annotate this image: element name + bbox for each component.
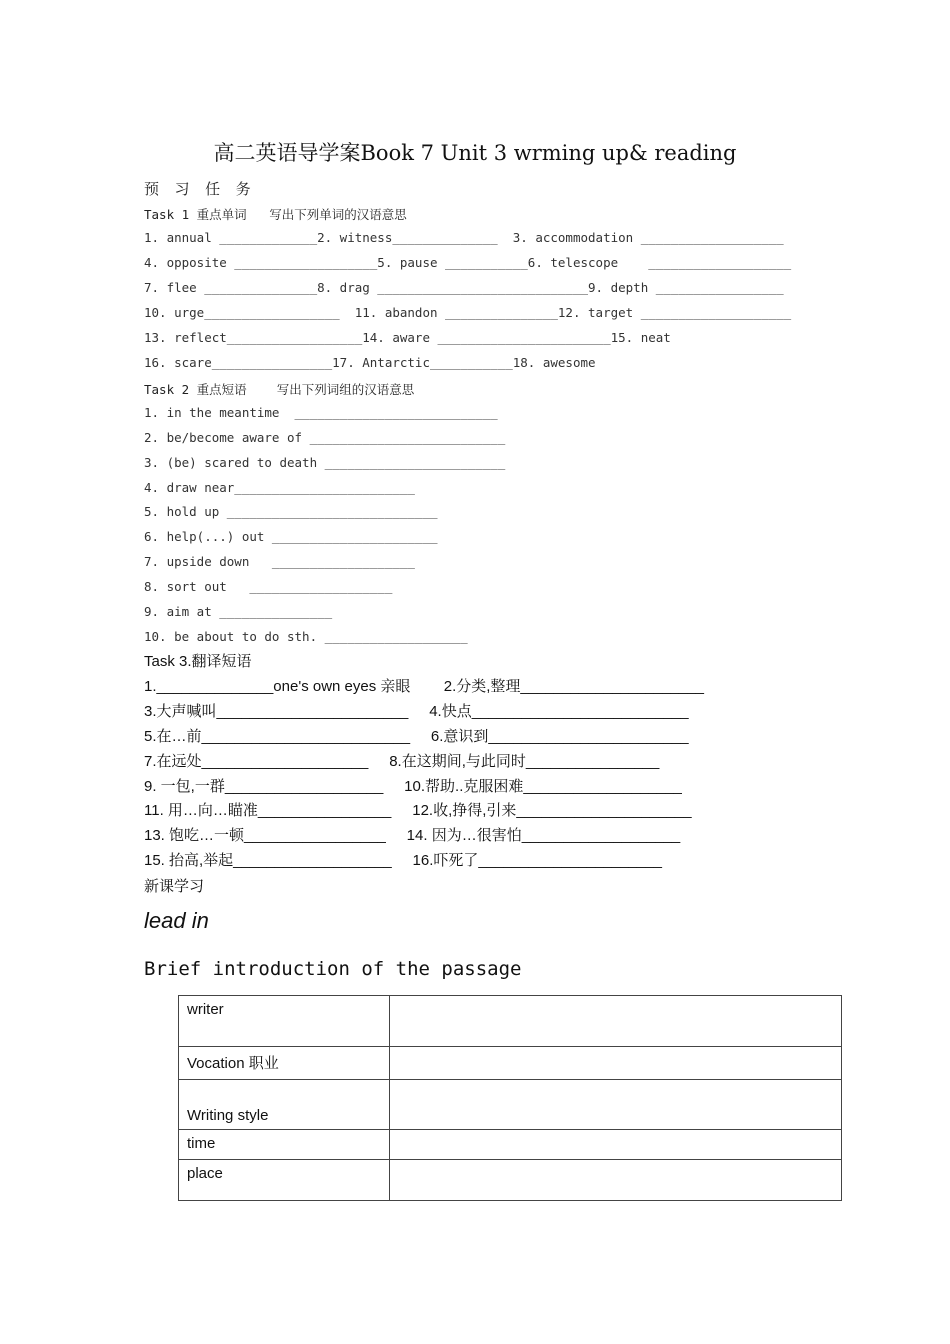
task1-line: 1. annual _____________2. witness______________ 3. accommodation ___________________ <box>144 230 784 245</box>
lead-in-heading: lead in <box>144 908 209 933</box>
page-title: 高二英语导学案Book 7 Unit 3 wrming up& reading <box>213 141 737 165</box>
brief-intro-heading: Brief introduction of the passage <box>144 958 522 980</box>
task2-line: 3. (be) scared to death ________________________ <box>144 455 506 470</box>
task2-line: 7. upside down ___________________ <box>144 554 415 569</box>
table-row <box>179 1130 842 1160</box>
task2-line: 1. in the meantime ___________________________ <box>144 405 498 420</box>
task3-heading: Task 3.翻译短语 <box>144 653 252 670</box>
row-label-writer: writer <box>179 996 390 1047</box>
row-value-writer[interactable] <box>390 996 842 1047</box>
table-row <box>179 1160 842 1201</box>
row-value-time[interactable] <box>390 1130 842 1160</box>
task1-line: 13. reflect__________________14. aware _______________________15. neat <box>144 330 671 345</box>
task3-line: 1.______________one's own eyes 亲眼 2.分类,整理______________________ <box>144 678 704 695</box>
task2-line: 4. draw near________________________ <box>144 480 415 495</box>
row-value-place[interactable] <box>390 1160 842 1201</box>
row-label-writing-style: Writing style <box>179 1080 390 1130</box>
row-label-place: place <box>179 1160 390 1201</box>
task1-heading: Task 1 重点单词 写出下列单词的汉语意思 <box>144 207 407 222</box>
row-label-vocation: Vocation 职业 <box>179 1047 390 1080</box>
task1-line: 16. scare________________17. Antarctic___________18. awesome <box>144 355 596 370</box>
task1-line: 4. opposite ___________________5. pause ___________6. telescope ___________________ <box>144 255 792 270</box>
table-row <box>179 1080 842 1130</box>
task3-line: 3.大声喊叫_______________________ 4.快点__________________________ <box>144 703 689 720</box>
task3-line: 15. 抬高,举起___________________ 16.吓死了______________________ <box>144 852 662 869</box>
table-row <box>179 1047 842 1080</box>
task2-heading: Task 2 重点短语 写出下列词组的汉语意思 <box>144 382 415 397</box>
task2-line: 10. be about to do sth. ___________________ <box>144 629 468 644</box>
task3-line: 13. 饱吃…一顿_________________ 14. 因为…很害怕___________________ <box>144 827 681 844</box>
new-lesson-heading: 新课学习 <box>144 878 205 895</box>
task3-line: 9. 一包,一群___________________ 10.帮助..克服困难___________________ <box>144 778 682 795</box>
row-value-vocation[interactable] <box>390 1047 842 1080</box>
task2-line: 8. sort out ___________________ <box>144 579 393 594</box>
task2-line: 9. aim at _______________ <box>144 604 333 619</box>
passage-intro-table <box>178 995 842 1201</box>
task1-line: 7. flee _______________8. drag ____________________________9. depth _________________ <box>144 280 784 295</box>
task2-line: 2. be/become aware of __________________________ <box>144 430 506 445</box>
task3-line: 11. 用…向…瞄准________________ 12.收,挣得,引来_____________________ <box>144 802 692 819</box>
task3-line: 5.在…前_________________________ 6.意识到________________________ <box>144 728 689 745</box>
row-value-writing-style[interactable] <box>390 1080 842 1130</box>
task2-line: 5. hold up ____________________________ <box>144 504 438 519</box>
task2-line: 6. help(...) out ______________________ <box>144 529 438 544</box>
preview-heading: 预 习 任 务 <box>144 180 253 198</box>
row-label-time: time <box>179 1130 390 1160</box>
task3-line: 7.在远处____________________ 8.在这期间,与此同时________________ <box>144 753 660 770</box>
task1-line: 10. urge__________________ 11. abandon _______________12. target ____________________ <box>144 305 792 320</box>
table-row <box>179 996 842 1047</box>
